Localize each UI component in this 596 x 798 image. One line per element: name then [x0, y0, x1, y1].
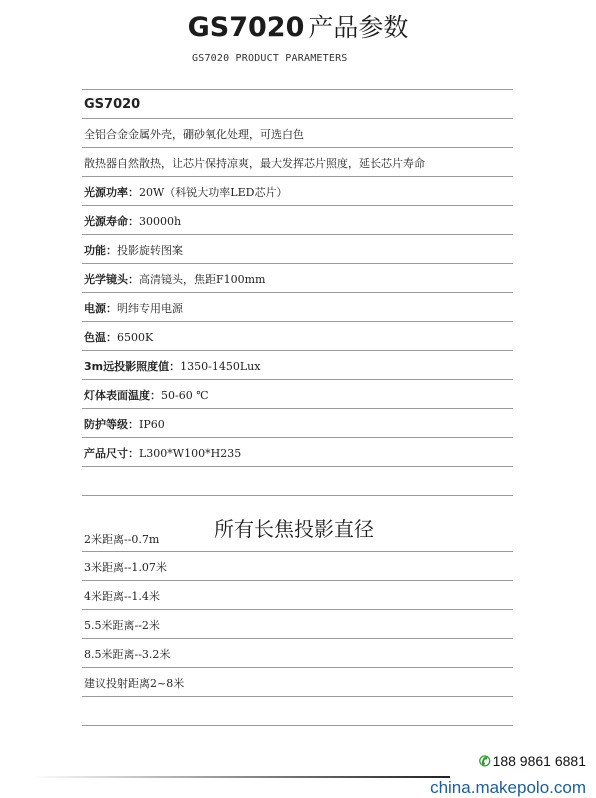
param-label: 色温：: [84, 331, 117, 344]
param-label: 光源功率：: [84, 186, 139, 199]
diameter-item: 3米距离--1.07米: [84, 561, 167, 574]
diameter-item: 8.5米距离--3.2米: [84, 648, 171, 661]
divider: [82, 551, 513, 552]
param-value: IP60: [139, 418, 165, 431]
param-row-color-temp: [84, 329, 512, 345]
param-row-protection: [84, 416, 512, 432]
param-row-lens: [84, 271, 512, 287]
divider: [82, 408, 513, 409]
param-row-surface-temp: [84, 387, 512, 403]
divider: [82, 580, 513, 581]
divider: [82, 725, 513, 726]
param-row-power-supply: [84, 300, 512, 316]
divider: [82, 176, 513, 177]
param-value: 20W（科锐大功率LED芯片）: [139, 186, 288, 199]
param-row-life: [84, 213, 512, 229]
phone-text: 188 9861 6881: [492, 753, 586, 769]
param-label: 光源寿命：: [84, 215, 139, 228]
param-value: L300*W100*H235: [139, 447, 242, 460]
param-value: 6500K: [117, 331, 154, 344]
param-label: 防护等级：: [84, 418, 139, 431]
param-label: 功能：: [84, 244, 117, 257]
divider: [82, 379, 513, 380]
param-label: 电源：: [84, 302, 117, 315]
divider: [82, 609, 513, 610]
divider: [82, 466, 513, 467]
param-row-power: [84, 184, 512, 200]
divider: [82, 667, 513, 668]
param-value: 50-60 ℃: [161, 389, 209, 402]
param-label: 3m远投影照度值：: [84, 360, 181, 373]
param-row-illuminance: [84, 358, 512, 374]
divider: [82, 696, 513, 697]
diameter-item: 建议投射距离2~8米: [84, 677, 185, 690]
title-cn: 产品参数: [308, 13, 409, 42]
divider: [82, 292, 513, 293]
divider: [82, 437, 513, 438]
site-watermark: china.makepolo.com: [430, 778, 586, 797]
diameter-item: 5.5米距离--2米: [84, 619, 160, 632]
divider: [82, 89, 513, 90]
divider: [82, 321, 513, 322]
desc-row: 散热器自然散热，让芯片保持凉爽，最大发挥芯片照度，延长芯片寿命: [84, 157, 425, 170]
param-value: 30000h: [139, 215, 182, 228]
footer-divider: [30, 776, 450, 778]
divider: [82, 205, 513, 206]
divider: [82, 638, 513, 639]
diameter-item: 2米距离--0.7m: [84, 533, 160, 546]
page-title: [0, 8, 596, 44]
param-label: 灯体表面温度：: [84, 389, 161, 402]
phone-number: [479, 753, 586, 770]
param-label: 产品尺寸：: [84, 447, 139, 460]
param-value: 1350-1450Lux: [180, 360, 261, 373]
divider: [82, 234, 513, 235]
divider: [82, 118, 513, 119]
product-name: GS7020: [84, 97, 141, 112]
param-label: 光学镜头：: [84, 273, 139, 286]
divider: [82, 495, 513, 496]
diameter-item: 4米距离--1.4米: [84, 590, 160, 603]
page-subtitle: GS7020 PRODUCT PARAMETERS: [192, 53, 348, 64]
divider: [82, 350, 513, 351]
param-row-function: [84, 242, 512, 258]
param-value: 明纬专用电源: [117, 302, 183, 315]
param-value: 投影旋转图案: [117, 244, 183, 257]
model-title: GS7020: [187, 12, 305, 43]
param-row-size: [84, 445, 512, 461]
section-title: 所有长焦投影直径: [214, 517, 374, 541]
desc-row: 全铝合金金属外壳，硼砂氧化处理，可选白色: [84, 128, 304, 141]
divider: [82, 147, 513, 148]
phone-icon: ✆: [478, 753, 491, 769]
divider: [82, 263, 513, 264]
param-value: 高清镜头，焦距F100mm: [139, 273, 266, 286]
